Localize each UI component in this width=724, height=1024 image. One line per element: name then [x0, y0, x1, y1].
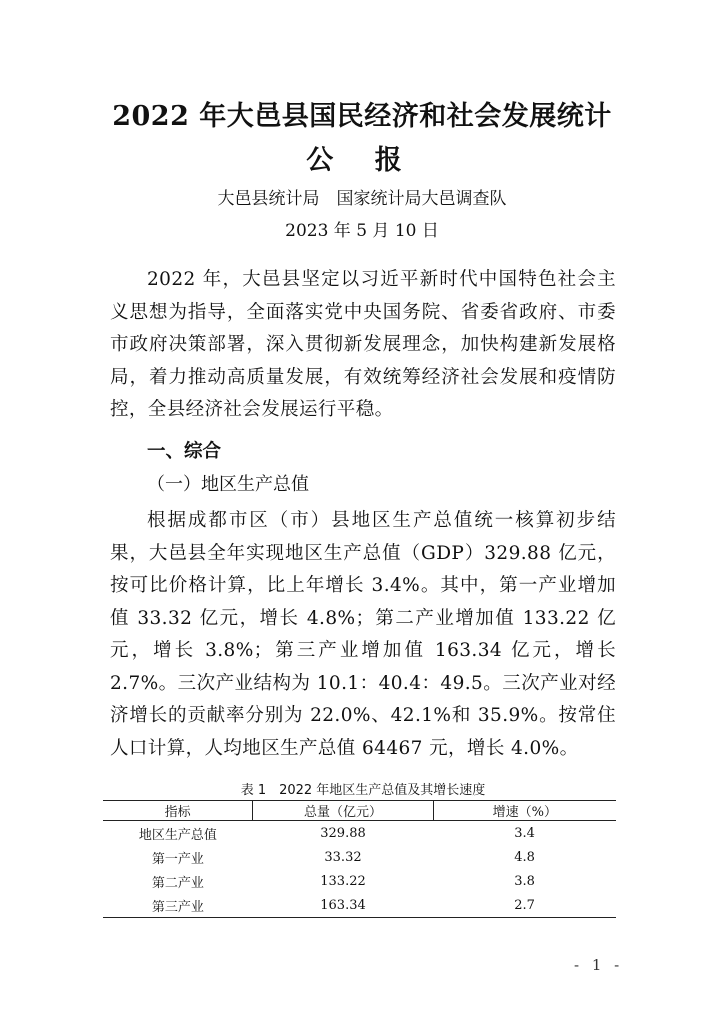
row-total: 329.88 [320, 825, 366, 841]
row-label: 第三产业 [103, 893, 253, 918]
table-row [103, 869, 616, 893]
column-header-total: 总量（亿元） [253, 801, 433, 821]
table-caption: 表 1 2022 年地区生产总值及其增长速度 [240, 783, 486, 798]
issuing-authors: 大邑县统计局 国家统计局大邑调查队 [217, 189, 507, 209]
row-growth: 2.7 [433, 893, 616, 918]
column-header-indicator: 指标 [103, 801, 253, 821]
gdp-paragraph: 根据成都市区（市）县地区生产总值统一核算初步结果，大邑县全年实现地区生产总值（GDP）329.88 亿元，按可比价格计算，比上年增长 3.4%。其中，第一产业增加值 33.32 亿元，增长 4.8%；第二产业增加值 133.22 亿元，增长 3.8%；第三产业增加值 163.34 亿元，增长 2.7%。三次产业结构为 10.1：40.4：49.5。三次产业对经济增长的贡献率分别为 22.0%、42.1%和 35.9%。按常住人口计算，人均地区生产总值 64467 元，增长 4.0%。 [110, 510, 616, 759]
row-label: 第二产业 [151, 875, 204, 891]
table-header-row [103, 801, 616, 821]
section-heading: 一、综合 [147, 441, 222, 462]
row-growth: 4.8 [514, 849, 535, 865]
column-header-growth: 增速（%） [433, 801, 616, 821]
gdp-table [103, 800, 616, 918]
page-number: - 1 - [574, 956, 624, 974]
row-total: 163.34 [253, 893, 433, 918]
intro-paragraph: 2022 年，大邑县坚定以习近平新时代中国特色社会主义思想为指导，全面落实党中央国务院、省委省政府、市委市政府决策部署，深入贯彻新发展理念，加快构建新发展格局，着力推动高质量发展，有效统筹经济社会发展和疫情防控，全县经济社会发展运行平稳。 [110, 269, 616, 420]
row-total: 33.32 [324, 849, 362, 865]
row-label: 第一产业 [151, 851, 204, 867]
document-title: 2022 年大邑县国民经济和社会发展统计 [112, 101, 612, 132]
table-row [103, 845, 616, 869]
row-label: 地区生产总值 [138, 827, 217, 843]
table-row [103, 893, 616, 918]
document-title-line2: 公 报 [306, 145, 418, 176]
subsection-heading: （一）地区生产总值 [147, 474, 309, 495]
row-growth: 3.4 [514, 825, 535, 841]
publish-date: 2023 年 5 月 10 日 [285, 221, 439, 241]
row-growth: 3.8 [514, 873, 535, 889]
row-total: 133.22 [320, 873, 366, 889]
table-row [103, 821, 616, 846]
